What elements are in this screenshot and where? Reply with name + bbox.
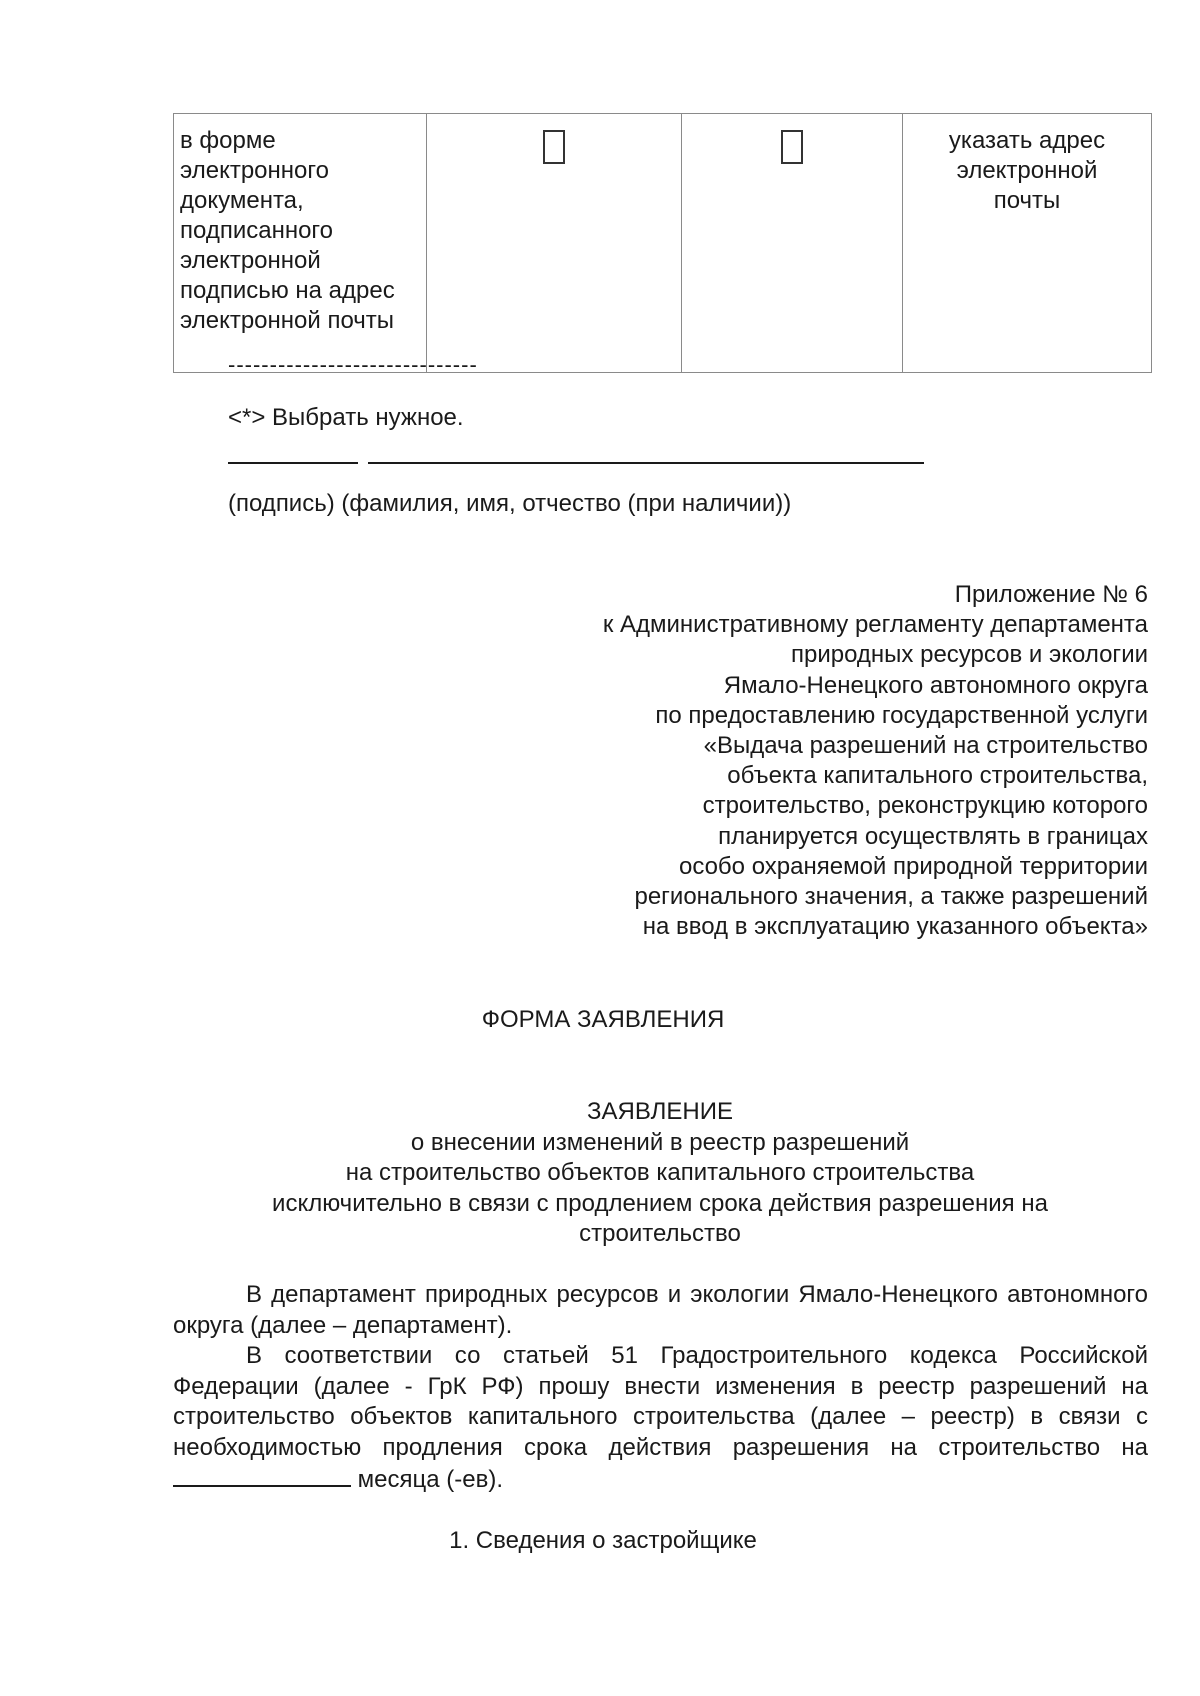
appendix-line: Приложение № 6 [954,581,1148,608]
statement-body [173,1280,1148,1496]
signature-lines [228,456,928,466]
method-line: подписью на адрес [180,277,395,304]
footnote-text: <*> Выбрать нужное. [228,404,464,431]
checkbox-cell [427,114,682,373]
checkbox-icon[interactable] [781,130,803,164]
appendix-line: особо охраняемой природной территории [678,852,1148,880]
statement-line: о внесении изменений в реестр разрешений [410,1128,910,1156]
statement-line: на строительство объектов капитального строительства [345,1159,975,1186]
appendix-line: объекта капитального строительства, [727,762,1148,790]
form-title: ФОРМА ЗАЯВЛЕНИЯ [481,1006,725,1033]
section-title: 1. Сведения о застройщике [449,1527,757,1554]
checkbox-icon[interactable] [543,130,565,164]
note-cell [903,114,1152,373]
paragraph-text: В соответствии со статьей 51 Градостроительного кодекса Российской Федерации (далее - ГрК РФ) прошу внести изменения в реестр разрешений на строительство объектов капитального строительства (далее – реестр) в связи с необходимостью продления срока действия разрешения на строительство на [173,1342,1148,1461]
statement-heading: ЗАЯВЛЕНИЕ [587,1098,733,1125]
appendix-line: на ввод в эксплуатацию указанного объекта» [642,913,1148,941]
appendix-header [448,580,1148,942]
method-line: в форме [180,127,276,154]
method-line: электронной [180,247,321,274]
body-paragraph: В департамент природных ресурсов и экологии Ямало-Ненецкого автономного округа (далее – департамент). [173,1281,1148,1339]
delivery-method-table [173,113,1152,373]
table-row [174,114,1152,373]
appendix-line: к Административному регламенту департамента [602,611,1148,639]
paragraph-text: месяца (-ев). [357,1466,504,1493]
appendix-line: природных ресурсов и экологии [791,641,1148,669]
note-line: электронной [956,157,1098,184]
appendix-line: по предоставлению государственной услуги [655,701,1148,729]
method-line: подписанного [180,217,333,244]
footnote-separator: ------------------------------ [228,352,478,377]
appendix-line: регионального значения, а также разрешений [634,883,1148,911]
note-line: указать адрес [948,127,1106,154]
method-line: документа, [180,187,304,214]
note-line: почты [993,187,1061,214]
method-line: электронной почты [180,307,395,334]
delivery-method-cell [174,114,427,373]
appendix-line: Ямало-Ненецкого автономного округа [723,671,1148,699]
statement-line: исключительно в связи с продлением срока действия разрешения на [272,1189,1048,1217]
statement-title [200,1097,1120,1250]
months-blank[interactable] [173,1463,351,1487]
appendix-line: «Выдача разрешений на строительство [703,732,1148,760]
appendix-line: строительство, реконструкцию которого [702,792,1148,820]
body-paragraph [173,1341,1148,1496]
signature-blank[interactable] [228,462,358,464]
appendix-line: планируется осуществлять в границах [718,822,1148,850]
full-name-blank[interactable] [368,462,924,464]
signature-caption: (подпись) (фамилия, имя, отчество (при наличии)) [228,490,792,517]
method-line: электронного [180,157,329,184]
statement-line: строительство [579,1220,741,1247]
checkbox-cell [682,114,903,373]
